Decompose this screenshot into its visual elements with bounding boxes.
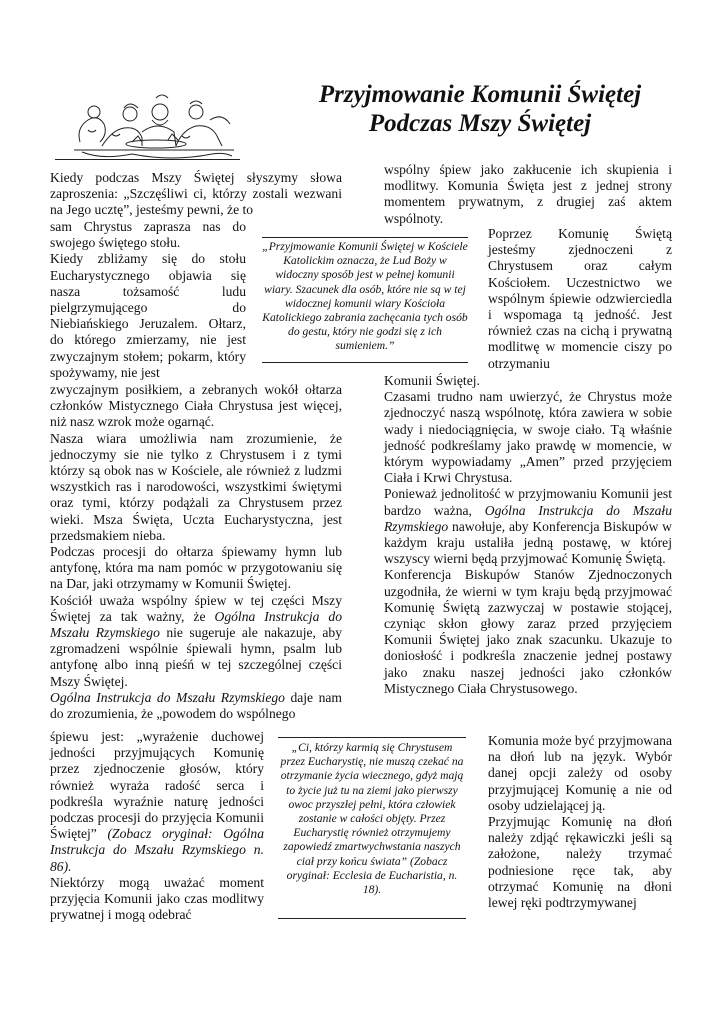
- left-column-block-4: [50, 729, 264, 923]
- paragraph: Przyjmując Komunię na dłoń należy zdjąć rękawiczki jeśli są założone, należy trzymać podniesione ręce tak, aby otrzymać Komunię na dłoni lewej ręki podtrzymywanej: [488, 814, 672, 911]
- pull-quote-1: „Przyjmowanie Komunii Świętej w Kościele Katolickim oznacza, że Lud Boży w widoczny sposób jest w pełnej komunii wiary. Szacunek dla osób, które nie są w tej widocznej komunii wiary Kościoła Katolickiego zabrania zachęcania tych osób do gestu, który nie godzi się z ich sumieniem.”: [262, 240, 468, 353]
- paragraph: Czasami trudno nam uwierzyć, że Chrystus może zjednoczyć naszą wspólnotę, która zawiera w sobie wady i niedociągnięcia, w swoje ciało. Tą właśnie jedność podkreślamy jako prawdę w momencie, w którym wypowiadamy „Amen” przed przyjęciem Ciała i Krwi Chrystusa.: [384, 389, 672, 486]
- paragraph: Kościół uważa wspólny śpiew w tej części Mszy Świętej za tak ważny, że Ogólna Instrukcja do Mszału Rzymskiego nie sugeruje ale nakazuje, aby zgromadzeni wspólnie śpiewali hymn, psalm lub antyfonę albo inną pieśń w tej szczególnej części Mszy Świętej.: [50, 592, 342, 689]
- paragraph: Ponieważ jednolitość w przyjmowaniu Komunii jest bardzo ważna, Ogólna Instrukcja do Mszału Rzymskiego nawołuje, aby Konferencja Biskupów w każdym kraju ustaliła jedną postawę, w której wszyscy wierni będą przyjmować Komunię Świętą.: [384, 486, 672, 567]
- quote-top-rule: [262, 237, 468, 238]
- paragraph: Komunii Świętej.: [384, 373, 480, 388]
- illustration-divider: [55, 159, 240, 160]
- left-column-block-3: [50, 382, 342, 722]
- paragraph: Kiedy zbliżamy się do stołu Eucharystycznego objawia się nasza tożsamość ludu pielgrzymującego do Niebiańskiego Jeruzalem. Ołtarz, do którego zmierzamy, nie jest zwyczajnym stołem; pokarm, który spożywamy, nie jest: [50, 251, 246, 380]
- quote-bottom-rule: [262, 362, 468, 363]
- right-column-block-4: [488, 733, 672, 911]
- paragraph: Niektórzy mogą uważać moment przyjęcia Komunii jako czas modlitwy prywatnej i mogą odebrać: [50, 874, 264, 923]
- paragraph: zwyczajnym posiłkiem, a zebranych wokół ołtarza członków Mistycznego Ciała Chrystusa jest więcej, niż nasz wzrok może ogarnąć.: [50, 382, 342, 430]
- paragraph: Kiedy podczas Mszy Świętej słyszymy słowa zaproszenia: „Szczęśliwi ci, którzy zostali wezwani na Jego ucztę”, jesteśmy pewni, że to: [50, 170, 342, 218]
- paragraph: Poprzez Komunię Świętą jesteśmy zjednoczeni z Chrystusem oraz całym Kościołem. Uczestnictwo we wspólnym śpiewie odzwierciedla i wspomaga tą jedność. Jest również czas na cichą i prywatną modlitwę w momencie ciszy po otrzymaniu: [488, 226, 672, 371]
- left-column-block-2: [50, 219, 246, 381]
- page-title: [300, 80, 660, 138]
- paragraph: śpiewu jest: „wyrażenie duchowej jedności przyjmujących Komunię przez zjednoczenie głosów, który również wyraża radość serca i podkreśla wyraźnie naturę jedności podczas procesji do przyjęcia Komunii Świętej” (Zobacz oryginał: Ogólna Instrukcja do Mszału Rzymskiego n. 86).: [50, 729, 264, 874]
- paragraph: Komunia może być przyjmowana na dłoń lub na język. Wybór danej opcji zależy od osoby przyjmującej Komunię a nie od osoby udzielającej ją.: [488, 733, 672, 813]
- right-column-block-2: [488, 226, 672, 372]
- paragraph: Ogólna Instrukcja do Mszału Rzymskiego daje nam do zrozumienia, że „powodem do wspólnego: [50, 689, 342, 722]
- last-supper-drawing-icon: [72, 90, 237, 164]
- paragraph: sam Chrystus zaprasza nas do swojego świętego stołu.: [50, 219, 246, 251]
- quote-bottom-rule: [278, 918, 466, 919]
- pull-quote-2: „Ci, którzy karmią się Chrystusem przez Eucharystię, nie muszą czekać na otrzymanie życia wiecznego, gdyż mają to życie już tu na ziemi jako pierwszy owoc przyszłej pełni, która człowiek zostanie w całości objęty. Przez Eucharystię również otrzymujemy zapowiedź zmartwychwstania naszych ciał przy końcu świata” (Zobacz oryginał: Ecclesia de Eucharistia, n. 18).: [280, 741, 464, 897]
- title-line-1: Przyjmowanie Komunii Świętej: [318, 81, 642, 108]
- left-column-block-1: [50, 170, 342, 219]
- title-line-2: Podczas Mszy Świętej: [368, 110, 592, 137]
- paragraph: Nasza wiara umożliwia nam zrozumienie, że jednoczymy sie nie tylko z Chrystusem i z tymi którzy są obok nas w Kościele, ale również z ludzmi wszystkich ras i narodowości, wszystkimi świętymi oraz tymi, którzy podążali za Chrystusem przez wieki. Msza Święta, Uczta Eucharystyczna, jest przedsmakiem nieba.: [50, 430, 342, 543]
- paragraph: Podczas procesji do ołtarza śpiewamy hymn lub antyfonę, która ma nam pomóc w przygotowaniu się na Dar, jaki otrzymamy w Komunii Świętej.: [50, 544, 342, 592]
- right-column-block-1: [384, 162, 672, 227]
- quote-top-rule: [278, 737, 466, 738]
- paragraph: wspólny śpiew jako zakłucenie ich skupienia i modlitwy. Komunia Święta jest z jednej strony momentem prywatnym, z drugiej zaś aktem wspólnoty.: [384, 162, 672, 226]
- paragraph: Konferencja Biskupów Stanów Zjednoczonych uzgodniła, że wierni w tym kraju będą przyjmować Komunię Świętą zazwyczaj w postawie stojącej, czyniąc skłon głowy zaraz przed przyjęciem Komunii Świętej jako znak szacunku. Ukazuje to doniosłość i podkreśla znaczenie jednej postawy jako znaku naszej jedności jako członków Mistycznego Ciała Chrystusowego.: [384, 567, 672, 696]
- right-column-block-3: [384, 373, 672, 697]
